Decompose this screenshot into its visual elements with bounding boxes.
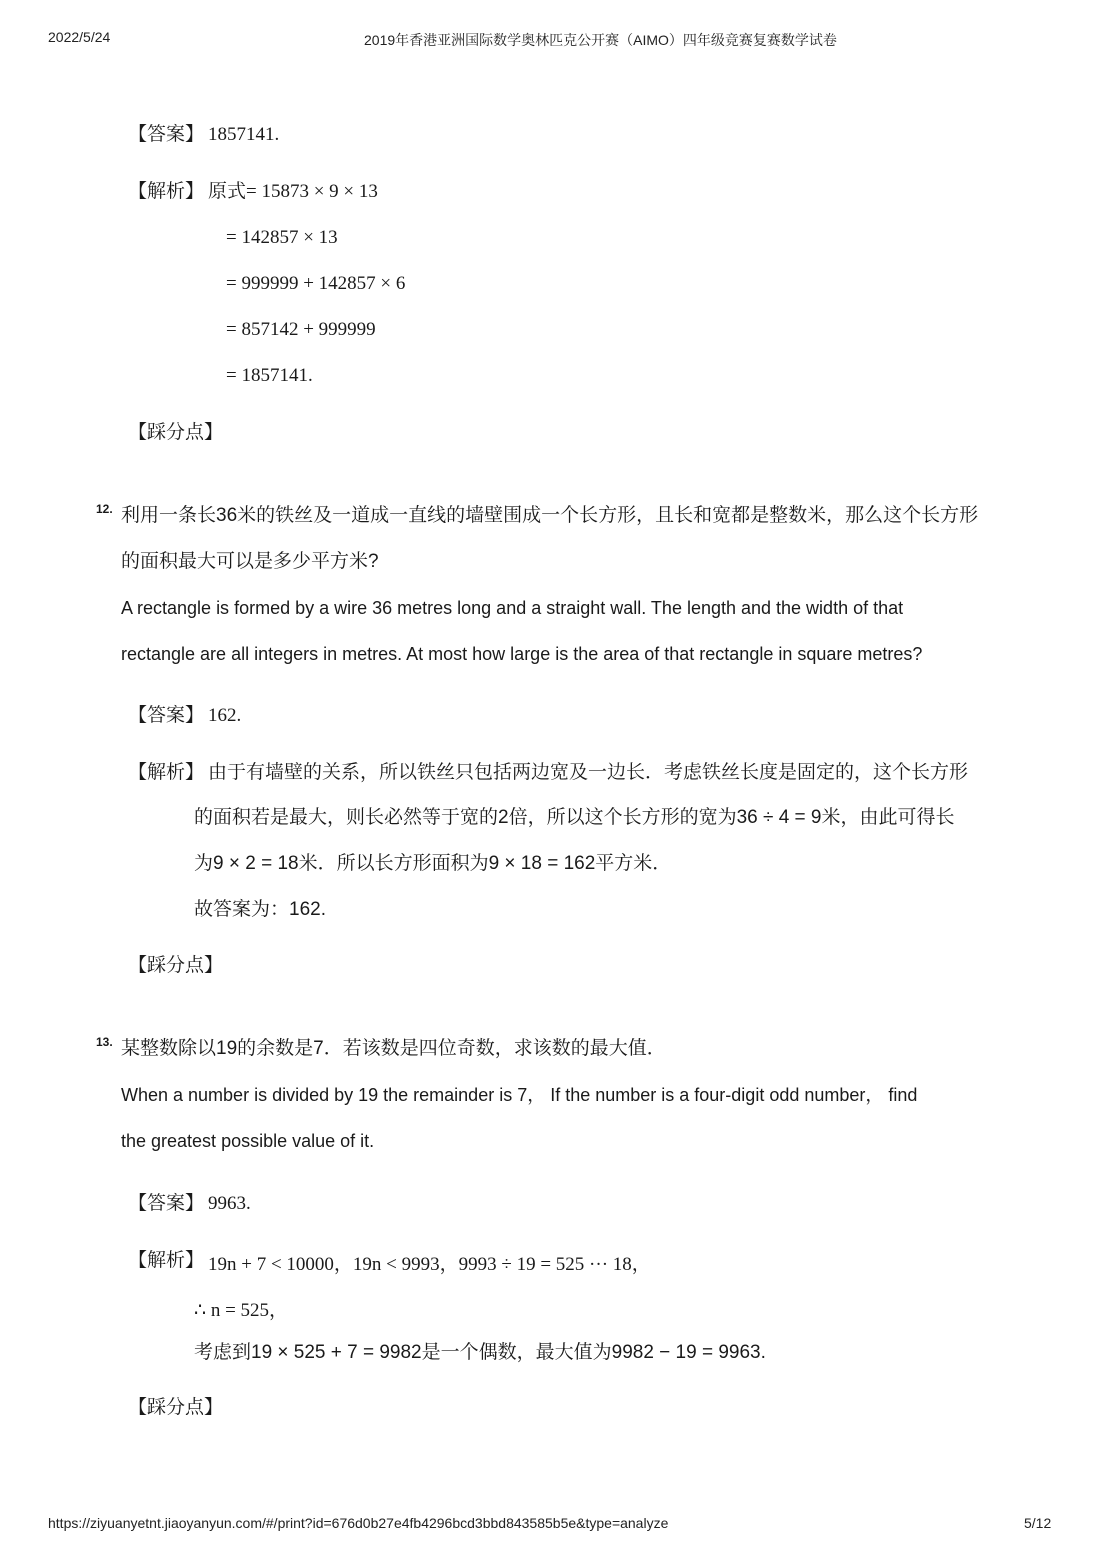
q13-analysis-line-2: ∴ n = 525， xyxy=(194,1300,289,1321)
q12-en-line-2: rectangle are all integers in metres. At most how large is the area of that rectangle in square metres? xyxy=(121,644,923,664)
q13-en-line-1: When a number is divided by 19 the remainder is 7， If the number is a four-digit odd number， find xyxy=(121,1085,918,1105)
q11-analysis-prefix: 原式 xyxy=(208,181,247,202)
q13-answer-label: 【答案】 xyxy=(128,1193,205,1214)
q12-answer-value: 162. xyxy=(208,705,242,726)
q12-number: 12. xyxy=(96,502,113,516)
q11-step-1: = 15873 × 9 × 13 xyxy=(246,181,378,202)
q11-step-3: = 999999 + 142857 × 6 xyxy=(226,273,406,294)
q12-analysis-label: 【解析】 xyxy=(128,762,205,783)
q13-analysis-label: 【解析】 xyxy=(128,1250,205,1271)
q11-answer-value: 1857141. xyxy=(208,124,280,145)
q13-analysis-line-1: 19n + 7 < 10000，19n < 9993，9993 ÷ 19 = 525 ··· 18， xyxy=(208,1254,651,1275)
q12-en-line-1: A rectangle is formed by a wire 36 metres long and a straight wall. The length and the width of that xyxy=(121,598,904,618)
q11-step-4: = 857142 + 999999 xyxy=(226,319,376,340)
q12-answer-label: 【答案】 xyxy=(128,705,205,726)
print-date: 2022/5/24 xyxy=(48,29,111,45)
q13-zh-line-1: 某整数除以19的余数是7．若该数是四位奇数，求该数的最大值． xyxy=(121,1038,666,1059)
q13-en-line-2: the greatest possible value of it. xyxy=(121,1131,375,1151)
q12-points-label: 【踩分点】 xyxy=(128,955,224,976)
q12-analysis-line-2: 的面积若是最大，则长必然等于宽的2倍，所以这个长方形的宽为36 ÷ 4 = 9米，由此可得长 xyxy=(194,807,955,828)
page-number: 5/12 xyxy=(1024,1515,1052,1531)
q12-zh-line-1: 利用一条长36米的铁丝及一道成一直线的墙壁围成一个长方形，且长和宽都是整数米，那么这个长方形 xyxy=(121,505,979,526)
q11-step-5: = 1857141. xyxy=(226,365,313,386)
q13-answer-value: 9963. xyxy=(208,1193,251,1214)
q13-points-label: 【踩分点】 xyxy=(128,1397,224,1418)
q12-analysis-line-1: 由于有墙壁的关系，所以铁丝只包括两边宽及一边长．考虑铁丝长度是固定的，这个长方形 xyxy=(208,762,969,783)
q11-step-2: = 142857 × 13 xyxy=(226,227,338,248)
q11-analysis-label: 【解析】 xyxy=(128,181,205,202)
q11-points-label: 【踩分点】 xyxy=(128,422,224,443)
footer-url: https://ziyuanyetnt.jiaoyanyun.com/#/print?id=676d0b27e4fb4296bcd3bbd843585b5e&type=analyze xyxy=(48,1515,669,1531)
q12-analysis-line-3: 为9 × 2 = 18米．所以长方形面积为9 × 18 = 162平方米． xyxy=(194,853,672,874)
q12-zh-line-2: 的面积最大可以是多少平方米? xyxy=(121,551,379,572)
document-title: 2019年香港亚洲国际数学奥林匹克公开赛（AIMO）四年级竞赛复赛数学试卷 xyxy=(364,32,837,48)
q12-analysis-line-4: 故答案为：162. xyxy=(194,899,326,920)
q11-answer-label: 【答案】 xyxy=(128,124,205,145)
q13-analysis-line-3: 考虑到19 × 525 + 7 = 9982是一个偶数，最大值为9982 − 19 = 9963. xyxy=(194,1342,766,1363)
q13-number: 13. xyxy=(96,1035,113,1049)
